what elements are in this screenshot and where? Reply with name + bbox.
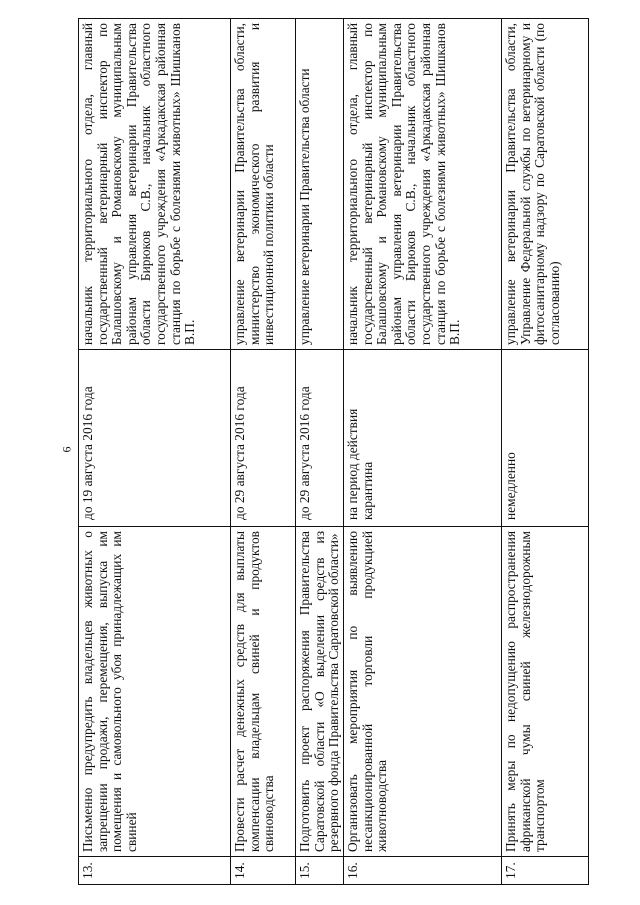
row-number: 17.	[502, 857, 589, 885]
deadline-cell: на период действия карантина	[344, 350, 502, 527]
row-number: 14.	[231, 857, 296, 885]
deadline-cell: до 19 августа 2016 года	[79, 350, 231, 527]
table-row	[344, 19, 502, 885]
action-cell: Организовать мероприятия по выявлению несанкционированной торговли продукцией животноводства	[344, 527, 502, 857]
responsible-cell: начальник территориального отдела, главный государственный ветеринарный инспектор по Балашовскому и Романовскому муниципальным районам управления ветеринарии Правительства области Бирюков С.В., начальник областного государственного учреждения «Аркадакская районная станция по борьбе с болезнями животных» Шишканов В.П.	[79, 19, 231, 350]
measures-table	[78, 18, 589, 885]
responsible-cell: управление ветеринарии Правительства области, Управление Федеральной службы по ветеринарному и фитосанитарному надзору по Саратовской области (по согласованию)	[502, 19, 589, 350]
table-row	[296, 19, 344, 885]
deadline-cell: до 29 августа 2016 года	[231, 350, 296, 527]
responsible-cell: начальник территориального отдела, главный государственный ветеринарный инспектор по Балашовскому и Романовскому муниципальным районам управления ветеринарии Правительства области Бирюков С.В., начальник областного государственного учреждения «Аркадакская районная станция по борьбе с болезнями животных» Шишканов В.П.	[344, 19, 502, 350]
action-cell: Принять меры по недопущению распространения африканской чумы свиней железнодорожным транспортом	[502, 527, 589, 857]
responsible-cell: управление ветеринарии Правительства области, министерство экономического развития и инвестиционной политики области	[231, 19, 296, 350]
responsible-cell: управление ветеринарии Правительства области	[296, 19, 344, 350]
table-row	[502, 19, 589, 885]
deadline-cell: немедленно	[502, 350, 589, 527]
page-number: 6	[59, 446, 74, 453]
action-cell: Письменно предупредить владельцев животных о запрещении продажи, перемещения, выпуска им помещения и самовольного убоя принадлежащих им свиней	[79, 527, 231, 857]
table-row	[79, 19, 231, 885]
deadline-cell: до 29 августа 2016 года	[296, 350, 344, 527]
action-cell: Провести расчет денежных средств для выплаты компенсации владельцам свиней и продуктов свиноводства	[231, 527, 296, 857]
action-cell: Подготовить проект распоряжения Правительства Саратовской области «О выделении средств из резервного фонда Правительства Саратовской области»	[296, 527, 344, 857]
row-number: 16.	[344, 857, 502, 885]
table-row	[231, 19, 296, 885]
row-number: 13.	[79, 857, 231, 885]
row-number: 15.	[296, 857, 344, 885]
rotated-table-container	[78, 19, 588, 885]
